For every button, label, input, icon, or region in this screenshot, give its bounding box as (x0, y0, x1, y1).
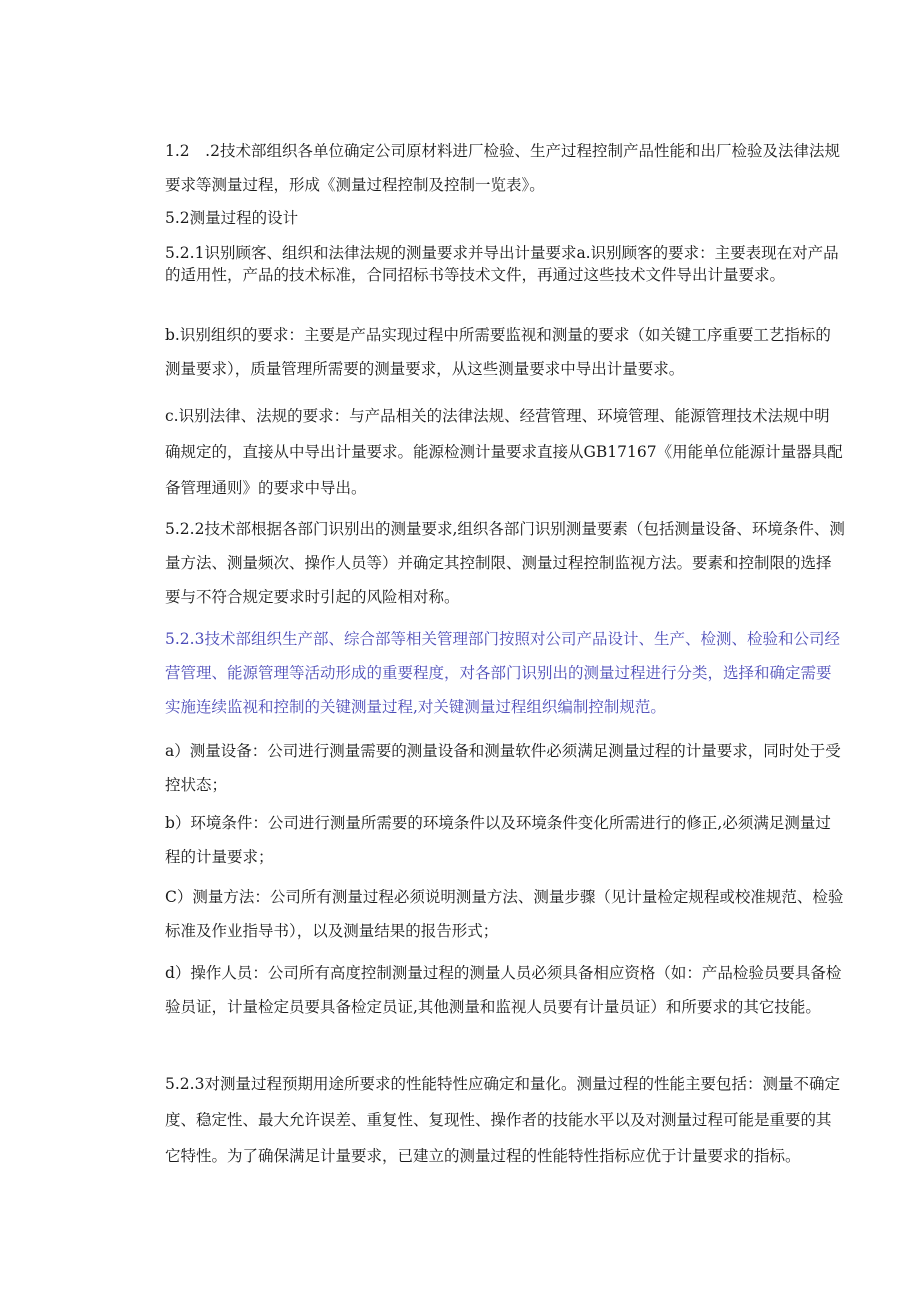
paragraph-a-equipment: a）测量设备：公司进行测量需要的测量设备和测量软件必须满足测量过程的计量要求，同时处于受控状态； (165, 742, 841, 794)
paragraph-5-2-1: 5.2.1识别顾客、组织和法律法规的测量要求并导出计量要求a.识别顾客的要求：主要表现在对产品的适用性，产品的技术标准，合同招标书等技术文件，再通过这些技术文件导出计量要求。 (165, 244, 839, 284)
paragraph-d-personnel: d）操作人员：公司所有高度控制测量过程的测量人员必须具备相应资格（如：产品检验员要具备检验员证，计量检定员要具备检定员证,其他测量和监视人员要有计量员证）和所要求的其它技能。 (165, 964, 842, 1016)
paragraph-5-2-3-classification: 5.2.3技术部组织生产部、综合部等相关管理部门按照对公司产品设计、生产、检测、检验和公司经营管理、能源管理等活动形成的重要程度，对各部门识别出的测量过程进行分类，选择和确定需要实施连续监视和控制的关键测量过程,对关键测量过程组织编制控制规范。 (165, 630, 840, 716)
paragraph-5-2-2: 5.2.2技术部根据各部门识别出的测量要求,组织各部门识别测量要素（包括测量设备、环境条件、测量方法、测量频次、操作人员等）并确定其控制限、测量过程控制监视方法。要素和控制限的选择要与不符合规定要求时引起的风险相对称。 (165, 520, 845, 606)
paragraph-5-2-3-performance: 5.2.3对测量过程预期用途所要求的性能特性应确定和量化。测量过程的性能主要包括：测量不确定度、稳定性、最大允许误差、重复性、复现性、操作者的技能水平以及对测量过程可能是重要的其它特性。为了确保满足计量要求，已建立的测量过程的性能特性指标应优于计量要求的指标。 (165, 1075, 840, 1165)
paragraph-b-environment: b）环境条件：公司进行测量所需要的环境条件以及环境条件变化所需进行的修正,必须满足测量过程的计量要求； (165, 814, 831, 866)
paragraph-c-law: c.识别法律、法规的要求：与产品相关的法律法规、经营管理、环境管理、能源管理技术法规中明确规定的，直接从中导出计量要求。能源检测计量要求直接从GB17167《用能单位能源计量器具配备管理通则》的要求中导出。 (165, 407, 843, 497)
paragraph-b-organization: b.识别组织的要求：主要是产品实现过程中所需要监视和测量的要求（如关键工序重要工艺指标的测量要求），质量管理所需要的测量要求，从这些测量要求中导出计量要求。 (165, 326, 831, 378)
paragraph-1-2: 1.2 .2技术部组织各单位确定公司原材料进厂检验、生产过程控制产品性能和出厂检验及法律法规要求等测量过程，形成《测量过程控制及控制一览表》。 (165, 142, 840, 194)
heading-5-2: 5.2测量过程的设计 (165, 209, 299, 227)
paragraph-c-method: C）测量方法：公司所有测量过程必须说明测量方法、测量步骤（见计量检定规程或校准规范、检验标准及作业指导书），以及测量结果的报告形式； (165, 888, 844, 940)
